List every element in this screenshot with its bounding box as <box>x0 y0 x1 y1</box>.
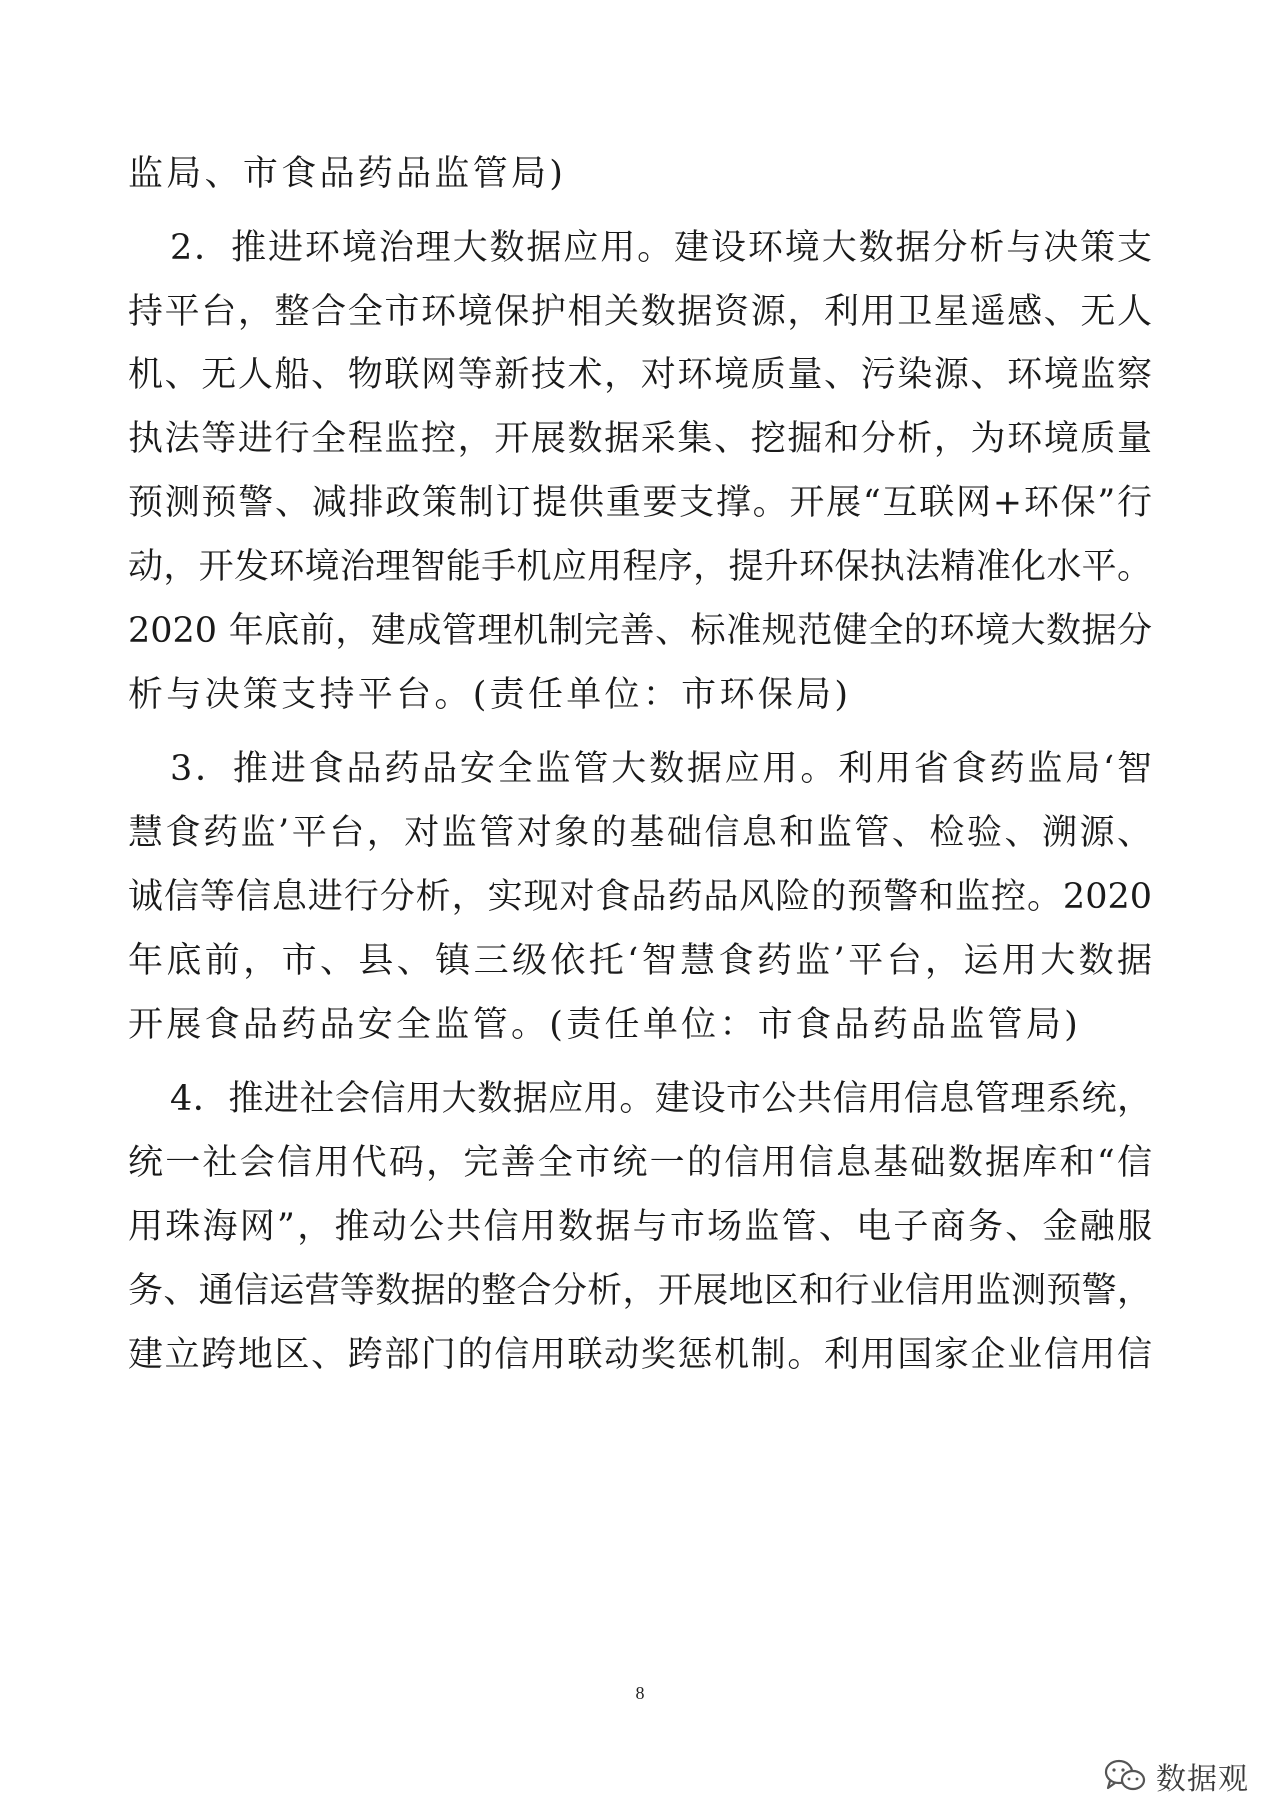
text-line: 用珠海网”，推动公共信用数据与市场监管、电子商务、金融服 <box>128 1207 1152 1247</box>
text-line: 慧食药监’平台，对监管对象的基础信息和监管、检验、溯源、 <box>128 813 1152 853</box>
text-line: 诚信等信息进行分析，实现对食品药品风险的预警和监控。2020 <box>128 877 1152 917</box>
text-line: 执法等进行全程监控，开展数据采集、挖掘和分析，为环境质量 <box>128 419 1152 459</box>
wechat-official-account-icon <box>1104 1758 1146 1794</box>
watermark <box>1104 1754 1249 1798</box>
text-line: 动，开发环境治理智能手机应用程序，提升环保执法精准化水平。 <box>128 547 1152 587</box>
page-number: 8 <box>635 1683 645 1703</box>
paragraph-2-first-line: 2．推进环境治理大数据应用。建设环境大数据分析与决策支 <box>170 228 1152 268</box>
watermark-text: 数据观 <box>1156 1762 1249 1797</box>
text-line: 年底前，市、县、镇三级依托‘智慧食药监’平台，运用大数据 <box>128 941 1152 981</box>
paragraph-3-first-line: 3．推进食品药品安全监管大数据应用。利用省食药监局‘智 <box>170 749 1152 789</box>
text-line: 预测预警、减排政策制订提供重要支撑。开展“互联网+环保”行 <box>128 483 1152 523</box>
text-line: 建立跨地区、跨部门的信用联动奖惩机制。利用国家企业信用信 <box>128 1335 1152 1375</box>
text-line: 统一社会信用代码，完善全市统一的信用信息基础数据库和“信 <box>128 1143 1152 1183</box>
text-line: 监局、市食品药品监管局) <box>128 154 567 194</box>
paragraph-4-first-line: 4．推进社会信用大数据应用。建设市公共信用信息管理系统， <box>170 1079 1152 1119</box>
text-line: 析与决策支持平台。(责任单位：市环保局) <box>128 675 852 715</box>
text-line: 务、通信运营等数据的整合分析，开展地区和行业信用监测预警， <box>128 1271 1152 1311</box>
text-line: 2020 年底前，建成管理机制完善、标准规范健全的环境大数据分 <box>128 611 1152 651</box>
text-line: 机、无人船、物联网等新技术，对环境质量、污染源、环境监察 <box>128 355 1152 395</box>
text-line: 持平台，整合全市环境保护相关数据资源，利用卫星遥感、无人 <box>128 292 1152 332</box>
text-line: 开展食品药品安全监管。(责任单位：市食品药品监管局) <box>128 1005 1082 1045</box>
